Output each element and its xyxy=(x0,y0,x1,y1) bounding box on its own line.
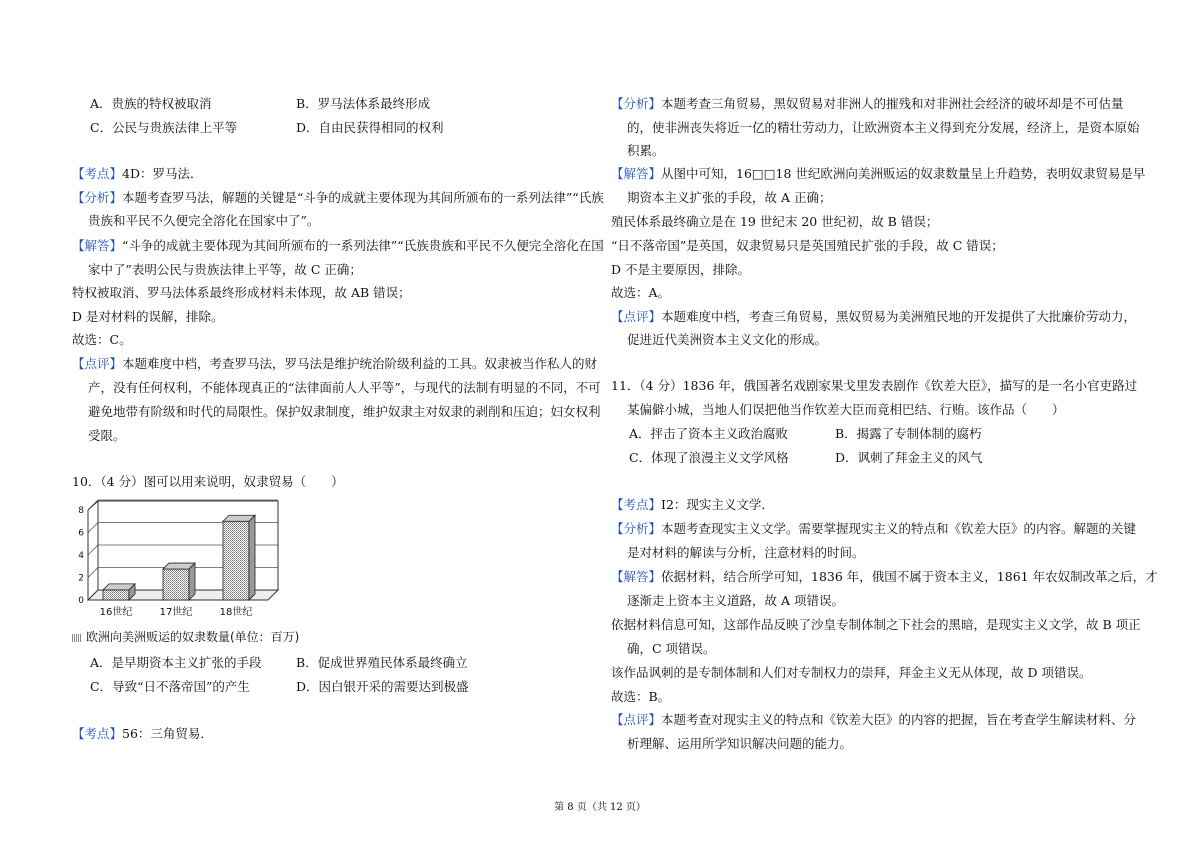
q10-jieda-line2: 期资本主义扩张的手段，故 A 正确； xyxy=(627,190,832,205)
slave-trade-bar-chart xyxy=(76,498,296,623)
q10-option-c: C．导致“日不落帝国”的产生 xyxy=(90,679,250,694)
chart-y-tick-label: 6 xyxy=(78,528,84,539)
q11-jieda-line5: 该作品讽刺的是专制体制和人们对专制权力的崇拜，拜金主义无从体现，故 D 项错误。 xyxy=(611,665,1092,680)
chart-x-tick-label: 18世纪 xyxy=(219,607,253,618)
q9-jieda-line4: D 是对材料的误解，排除。 xyxy=(72,309,224,324)
q11-option-c: C．体现了浪漫主义文学风格 xyxy=(629,450,789,465)
chart-bars xyxy=(103,515,255,600)
chart-bar-side xyxy=(189,563,195,600)
q11-kaodian xyxy=(611,497,774,513)
q10-fenxi xyxy=(611,96,1124,112)
chart-bar-front xyxy=(223,521,249,600)
q9-dianping xyxy=(72,356,597,372)
chart-gridline-side xyxy=(88,545,98,555)
jieda-tag: 【解答】 xyxy=(72,238,123,253)
dianping-tag: 【点评】 xyxy=(611,712,662,727)
chart-bar xyxy=(223,515,255,600)
q10-option-a: A．是早期资本主义扩张的手段 xyxy=(90,655,262,670)
chart-x-tick-label: 16世纪 xyxy=(99,607,133,618)
q11-fenxi-line2: 是对材料的解读与分析，注意材料的时间。 xyxy=(627,545,865,560)
q11-option-a: A．抨击了资本主义政治腐败 xyxy=(629,426,789,441)
chart-x-ticks xyxy=(100,605,253,618)
chart-bar-side xyxy=(249,515,255,600)
q9-jieda-line5: 故选：C。 xyxy=(72,332,132,347)
q9-kaodian-text: 4D：罗马法． xyxy=(122,166,203,181)
dianping-tag: 【点评】 xyxy=(72,356,123,371)
q10-dianping-line1: 本题难度中档，考查三角贸易，黑奴贸易为美洲殖民地的开发提供了大批廉价劳动力， xyxy=(661,309,1137,324)
q11-fenxi xyxy=(611,521,1136,537)
q11-stem-line1: 11．（4 分）1836 年，俄国著名戏剧家果戈里发表剧作《钦差大臣》，描写的是一名小官吏路过 xyxy=(611,378,1138,393)
q9-kaodian xyxy=(72,166,203,182)
chart-y-tick-label: 0 xyxy=(78,596,84,606)
q9-jieda-line2: 家中了”表明公民与贵族法律上平等，故 C 正确； xyxy=(88,262,362,277)
q9-option-d: D．自由民获得相同的权利 xyxy=(296,120,444,135)
chart-y-axis-top xyxy=(88,501,98,510)
q11-option-b: B．揭露了专制体制的腐朽 xyxy=(835,426,982,441)
q10-option-d: D．因白银开采的需要达到极盛 xyxy=(296,679,469,694)
q11-dianping-line1: 本题考查对现实主义的特点和《钦差大臣》的内容的把握，旨在考查学生解读材料、分 xyxy=(661,712,1137,727)
q10-jieda-line4: “日不落帝国”是英国，奴隶贸易只是英国殖民扩张的手段，故 C 错误； xyxy=(611,238,1004,253)
q10-dianping xyxy=(611,309,1136,325)
q11-jieda xyxy=(611,569,1158,585)
q10-jieda-line6: 故选：A。 xyxy=(611,285,671,300)
q9-option-b: B．罗马法体系最终形成 xyxy=(296,96,431,111)
q10-jieda-line1: 从图中可知，16□□18 世纪欧洲向美洲贩运的奴隶数量呈上升趋势，表明奴隶贸易是早 xyxy=(661,166,1146,181)
chart-y-ticks xyxy=(78,506,84,606)
dianping-tag: 【点评】 xyxy=(611,309,662,324)
fenxi-tag: 【分析】 xyxy=(611,521,662,536)
q11-jieda-line3: 依据材料信息可知，这部作品反映了沙皇专制体制之下社会的黑暗，是现实主义文学，故 B 项正 xyxy=(611,617,1141,632)
q9-dianping-line4: 受限。 xyxy=(88,428,126,443)
legend-swatch-icon xyxy=(72,634,82,642)
q11-fenxi-line1: 本题考查现实主义文学。需要掌握现实主义的特点和《钦差大臣》的内容。解题的关键 xyxy=(661,521,1137,536)
q10-stem: 10．（4 分）图可以用来说明，奴隶贸易（ ） xyxy=(72,474,344,489)
chart-bar xyxy=(103,584,135,600)
page-footer: 第 8 页（共 12 页） xyxy=(554,802,646,813)
q9-fenxi-line1: 本题考查罗马法，解题的关键是“斗争的成就主要体现为其间所颁布的一系列法律”“氏族 xyxy=(122,190,604,205)
q10-fenxi-line1: 本题考查三角贸易，黑奴贸易对非洲人的摧残和对非洲社会经济的破坏却是不可估量 xyxy=(661,96,1124,111)
jieda-tag: 【解答】 xyxy=(611,166,662,181)
q10-fenxi-line3: 积累。 xyxy=(627,143,665,158)
jieda-tag: 【解答】 xyxy=(611,569,662,584)
q10-kaodian xyxy=(72,726,213,742)
q11-option-d: D．讽刺了拜金主义的风气 xyxy=(835,450,983,465)
q11-dianping-line2: 析理解、运用所学知识解决问题的能力。 xyxy=(627,736,853,751)
q11-jieda-line1: 依据材料，结合所学可知，1836 年，俄国不属于资本主义，1861 年农奴制改革之后，才 xyxy=(661,569,1158,584)
kaodian-tag: 【考点】 xyxy=(72,726,123,741)
q9-dianping-line3: 避免地带有阶级和时代的局限性。保护奴隶制度，维护奴隶主对奴隶的剥削和压迫；妇女权利 xyxy=(88,404,601,419)
kaodian-tag: 【考点】 xyxy=(72,166,123,181)
chart-bar-front xyxy=(163,569,189,600)
chart-legend xyxy=(72,628,299,645)
q10-kaodian-text: 56：三角贸易． xyxy=(122,726,213,741)
q9-fenxi xyxy=(72,190,604,206)
q11-dianping xyxy=(611,712,1136,728)
kaodian-tag: 【考点】 xyxy=(611,497,662,512)
q10-fenxi-line2: 的，使非洲丧失将近一亿的精壮劳动力，让欧洲资本主义得到充分发展，经济上，是资本原始 xyxy=(627,120,1140,135)
q10-jieda-line3: 殖民体系最终确立是在 19 世纪末 20 世纪初，故 B 错误； xyxy=(611,214,939,229)
chart-x-tick-label: 17世纪 xyxy=(159,607,193,618)
q11-jieda-line2: 逐渐走上资本主义道路，故 A 项错误。 xyxy=(627,593,844,608)
fenxi-tag: 【分析】 xyxy=(611,96,662,111)
q10-jieda xyxy=(611,166,1145,182)
q9-option-a: A．贵族的特权被取消 xyxy=(90,96,212,111)
q9-option-c: C．公民与贵族法律上平等 xyxy=(90,120,238,135)
q11-jieda-line6: 故选：B。 xyxy=(611,689,671,704)
q9-jieda-line1: “斗争的成就主要体现为其间所颁布的一系列法律”“氏族贵族和平民不久便完全溶化在国 xyxy=(122,238,604,253)
chart-gridline-side xyxy=(88,568,98,578)
chart-bar xyxy=(163,563,195,600)
chart-gridline-side xyxy=(88,523,98,533)
q9-dianping-line2: 产，没有任何权利，不能体现真正的“法律面前人人平等”，与现代的法制有明显的不同，不可 xyxy=(88,380,601,395)
q11-jieda-line4: 确，C 项错误。 xyxy=(627,641,716,656)
q11-kaodian-text: I2：现实主义文学． xyxy=(661,497,774,512)
chart-bar-front xyxy=(103,590,129,600)
q10-jieda-line5: D 不是主要原因，排除。 xyxy=(611,262,750,277)
q9-jieda xyxy=(72,238,604,254)
chart-y-tick-label: 4 xyxy=(78,551,84,561)
q10-dianping-line2: 促进近代美洲资本主义文化的形成。 xyxy=(627,332,828,347)
chart-legend-label: 欧洲向美洲贩运的奴隶数量(单位：百万) xyxy=(86,630,300,644)
q9-jieda-line3: 特权被取消、罗马法体系最终形成材料未体现，故 AB 错误； xyxy=(72,285,411,300)
chart-y-tick-label: 8 xyxy=(78,506,84,516)
q11-stem-line2: 某偏僻小城，当地人们误把他当作钦差大臣而竟相巴结、行贿。该作品（ ） xyxy=(627,402,1065,417)
q10-option-b: B．促成世界殖民体系最终确立 xyxy=(296,655,468,670)
fenxi-tag: 【分析】 xyxy=(72,190,123,205)
chart-y-tick-label: 2 xyxy=(78,573,84,584)
q9-fenxi-line2: 贵族和平民不久便完全溶化在国家中了”。 xyxy=(88,213,320,228)
q9-dianping-line1: 本题难度中档，考查罗马法，罗马法是维护统治阶级利益的工具。奴隶被当作私人的财 xyxy=(122,356,598,371)
